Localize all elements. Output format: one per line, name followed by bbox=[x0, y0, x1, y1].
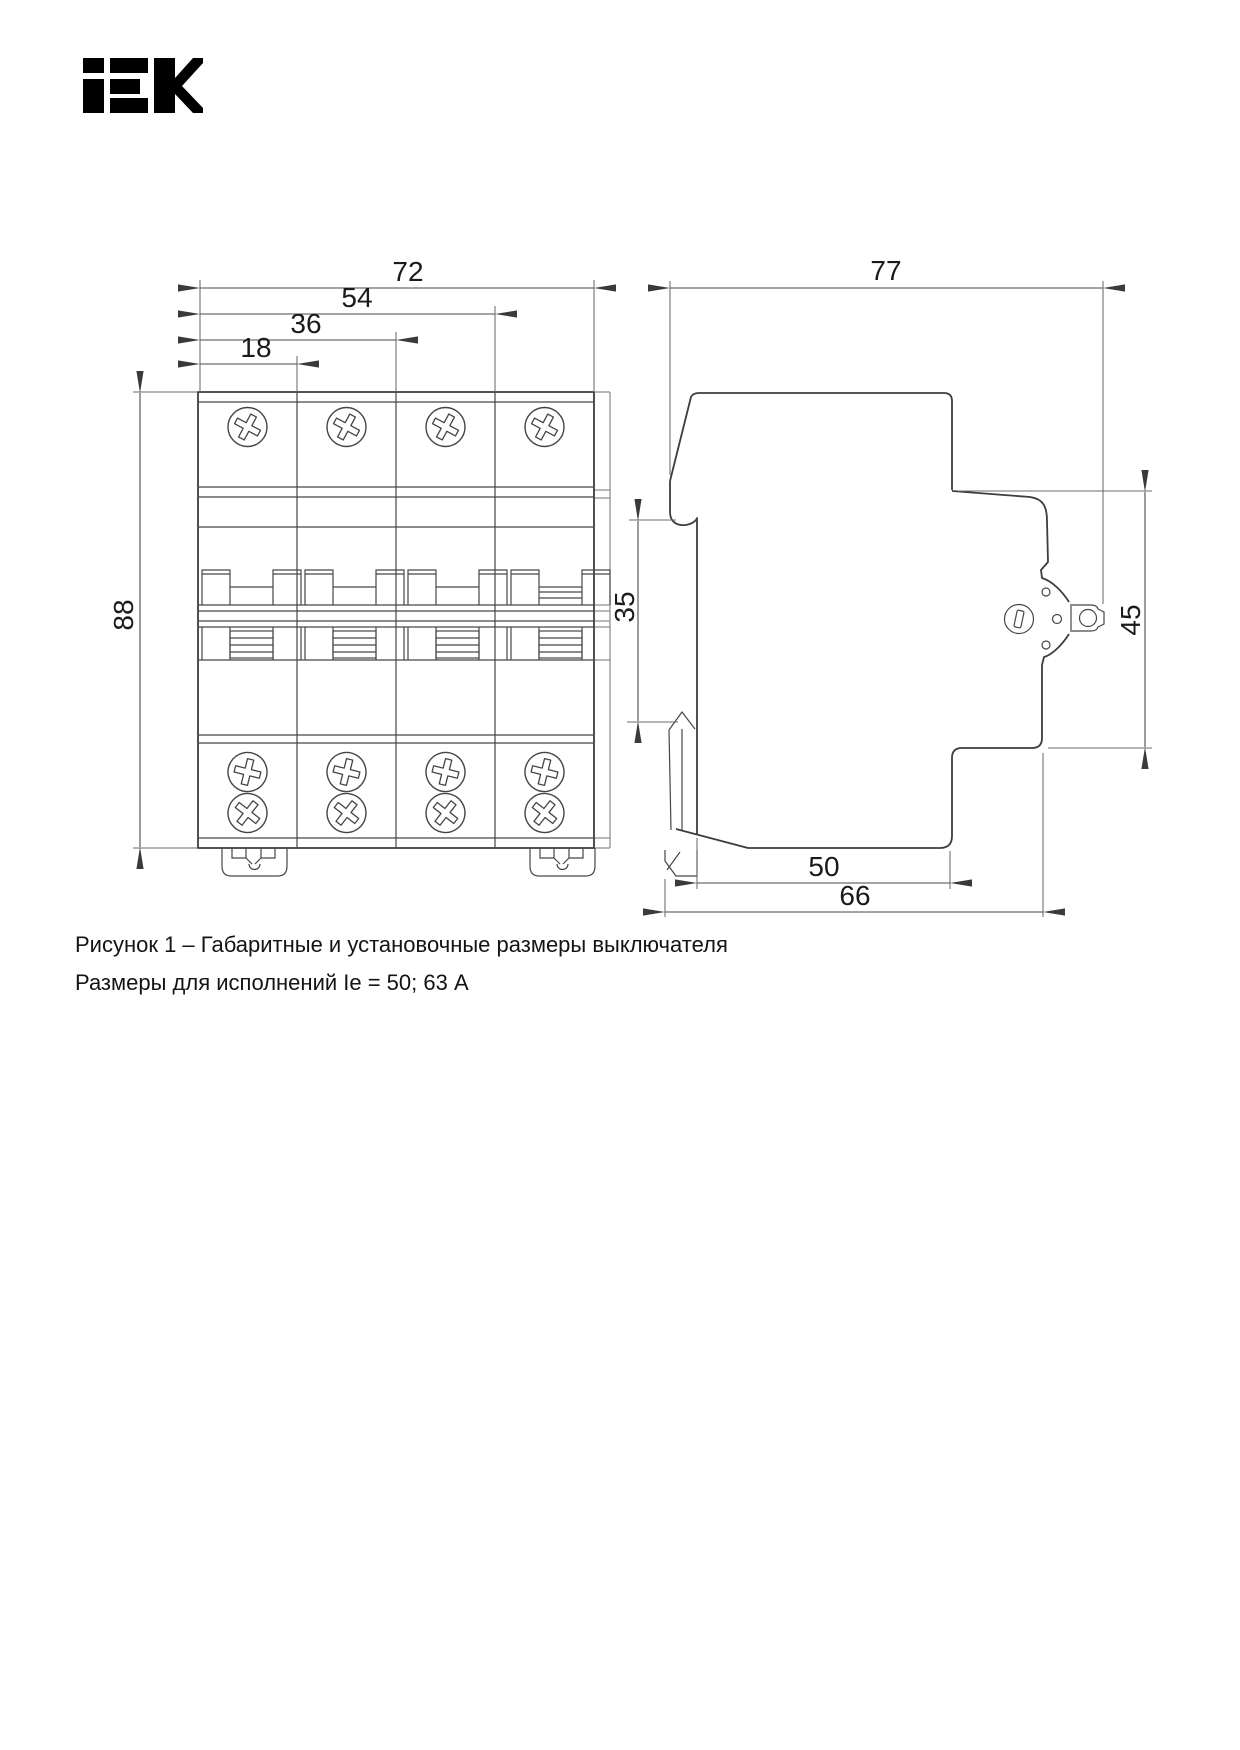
dim-label-50: 50 bbox=[808, 851, 840, 882]
dim-label-66: 66 bbox=[839, 880, 871, 911]
din-clip-left bbox=[222, 848, 287, 876]
breaker-front-contour bbox=[952, 491, 1069, 602]
side-view-drawing bbox=[609, 255, 1152, 917]
pole-dividers bbox=[297, 392, 495, 848]
toggle-upper-band bbox=[202, 570, 610, 605]
breaker-body-side bbox=[670, 393, 952, 490]
dim-label-45: 45 bbox=[1115, 604, 1146, 636]
side-screw-and-pins bbox=[1005, 588, 1062, 649]
caption-line-2: Размеры для исполнений Ie = 50; 63 А bbox=[75, 970, 469, 995]
caption-line-1: Рисунок 1 – Габаритные и установочные размеры выключателя bbox=[75, 932, 728, 957]
toggle-handle bbox=[1070, 605, 1104, 631]
din-clip-right bbox=[530, 848, 595, 876]
side-flange-lines bbox=[594, 490, 610, 838]
dim-label-72: 72 bbox=[392, 256, 424, 287]
iek-logo bbox=[83, 58, 203, 113]
toggle-lower-band bbox=[202, 627, 582, 660]
side-view-dimensions bbox=[609, 255, 1152, 917]
dim-label-18: 18 bbox=[240, 332, 272, 363]
front-view-drawing bbox=[108, 256, 610, 876]
dim-label-36: 36 bbox=[290, 308, 322, 339]
breaker-back-edge bbox=[670, 481, 697, 835]
dim-label-54: 54 bbox=[341, 282, 373, 313]
figure-caption bbox=[75, 932, 728, 995]
dim-label-77: 77 bbox=[870, 255, 902, 286]
dim-label-88: 88 bbox=[108, 599, 139, 631]
breaker-front-contour-lower bbox=[676, 634, 1069, 848]
din-latch bbox=[665, 712, 697, 876]
dim-label-35: 35 bbox=[609, 591, 640, 623]
